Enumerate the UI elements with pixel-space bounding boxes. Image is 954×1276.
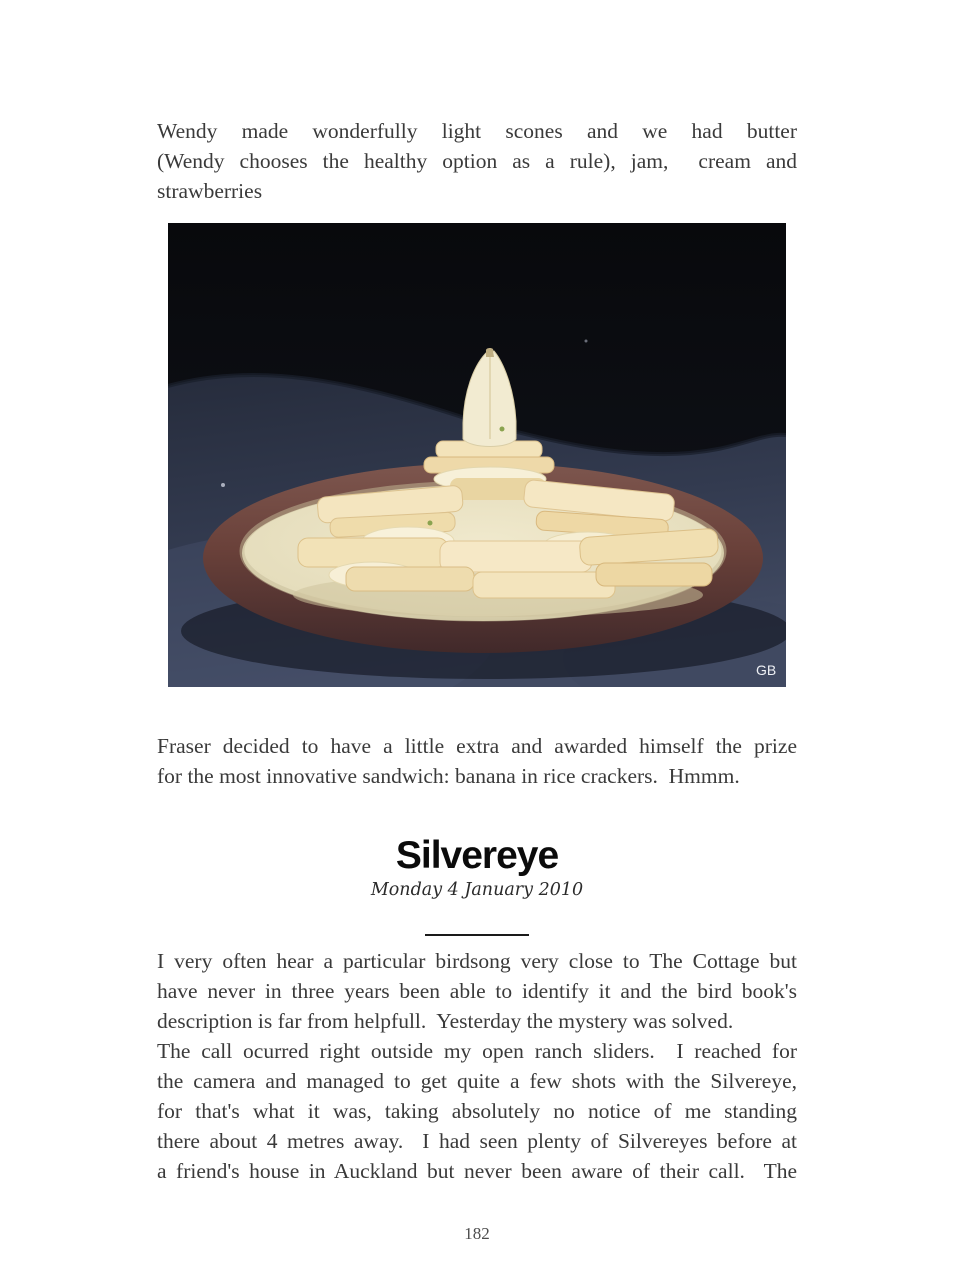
food-photo — [168, 223, 786, 687]
text-line: description is far from helpfull. Yesterday the mystery was solved. — [157, 1009, 734, 1033]
page-content — [157, 0, 797, 1246]
text-line: Wendy made wonderfully light scones and we had butter — [157, 119, 797, 143]
text-line: (Wendy chooses the healthy option as a rule), jam, cream and — [157, 149, 797, 173]
page-number: 182 — [464, 1224, 490, 1243]
text-line: there about 4 metres away. I had seen plenty of Silvereyes before at — [157, 1129, 797, 1153]
paragraph-fraser — [157, 731, 797, 791]
text-line: the camera and managed to get quite a few shots with the Silvereye, — [157, 1069, 797, 1093]
section-header — [157, 833, 797, 901]
section-divider — [425, 934, 529, 936]
food-photo-illustration — [168, 223, 786, 687]
text-line: a friend's house in Auckland but never been aware of their call. The — [157, 1159, 797, 1183]
paragraph-silvereye — [157, 946, 797, 1186]
text-line: for that's what it was, taking absolutely no notice of me standing — [157, 1099, 797, 1123]
photo-watermark: GB — [756, 662, 777, 678]
lint-speck — [585, 340, 588, 343]
text-line: The call ocurred right outside my open ranch sliders. I reached for — [157, 1039, 797, 1063]
section-date: Monday 4 January 2010 — [370, 880, 584, 900]
paragraph-scones — [157, 116, 797, 206]
section-title: Silvereye — [395, 834, 559, 877]
text-line: I very often hear a particular birdsong very close to The Cottage but — [157, 949, 797, 973]
text-line: strawberries — [157, 179, 263, 203]
lint-speck — [221, 483, 225, 487]
text-line: Fraser decided to have a little extra and awarded himself the prize — [157, 734, 797, 758]
text-line: have never in three years been able to identify it and the bird book's — [157, 979, 797, 1003]
text-line: for the most innovative sandwich: banana in rice crackers. Hmmm. — [157, 764, 740, 788]
